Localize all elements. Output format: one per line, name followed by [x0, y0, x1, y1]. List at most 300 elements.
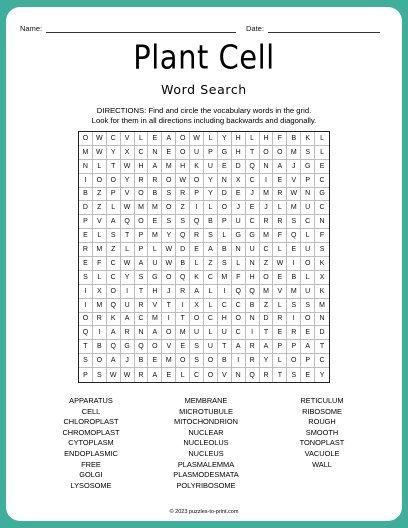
- grid-letter[interactable]: D: [176, 243, 190, 257]
- grid-letter[interactable]: R: [79, 243, 93, 257]
- grid-letter[interactable]: X: [190, 299, 204, 313]
- grid-letter[interactable]: A: [107, 326, 121, 340]
- grid-letter[interactable]: C: [260, 243, 274, 257]
- grid-letter[interactable]: S: [162, 215, 176, 229]
- grid-letter[interactable]: Q: [135, 340, 149, 354]
- grid-letter[interactable]: B: [204, 215, 218, 229]
- grid-letter[interactable]: W: [162, 243, 176, 257]
- grid-letter[interactable]: H: [246, 271, 260, 285]
- grid-letter[interactable]: A: [148, 326, 162, 340]
- grid-letter[interactable]: R: [176, 188, 190, 202]
- grid-letter[interactable]: I: [162, 313, 176, 327]
- grid-letter[interactable]: O: [79, 313, 93, 327]
- grid-letter[interactable]: O: [301, 313, 315, 327]
- grid-letter[interactable]: A: [107, 215, 121, 229]
- grid-letter[interactable]: I: [232, 354, 246, 368]
- grid-letter[interactable]: D: [315, 326, 329, 340]
- grid-letter[interactable]: C: [107, 132, 121, 146]
- grid-letter[interactable]: O: [162, 201, 176, 215]
- grid-letter[interactable]: M: [260, 188, 274, 202]
- grid-letter[interactable]: Y: [260, 354, 274, 368]
- grid-letter[interactable]: C: [204, 271, 218, 285]
- grid-letter[interactable]: I: [79, 285, 93, 299]
- grid-letter[interactable]: Z: [107, 243, 121, 257]
- grid-letter[interactable]: M: [218, 271, 232, 285]
- grid-letter[interactable]: O: [135, 188, 149, 202]
- grid-letter[interactable]: U: [148, 257, 162, 271]
- grid-letter[interactable]: C: [232, 326, 246, 340]
- grid-letter[interactable]: H: [232, 132, 246, 146]
- grid-letter[interactable]: M: [162, 354, 176, 368]
- grid-letter[interactable]: P: [287, 340, 301, 354]
- grid-letter[interactable]: R: [246, 340, 260, 354]
- grid-letter[interactable]: S: [190, 354, 204, 368]
- grid-letter[interactable]: O: [162, 174, 176, 188]
- grid-letter[interactable]: F: [273, 229, 287, 243]
- grid-letter[interactable]: S: [218, 257, 232, 271]
- grid-letter[interactable]: Z: [260, 257, 274, 271]
- grid-letter[interactable]: U: [204, 340, 218, 354]
- grid-letter[interactable]: R: [260, 215, 274, 229]
- grid-letter[interactable]: O: [162, 271, 176, 285]
- grid-letter[interactable]: Q: [190, 215, 204, 229]
- grid-letter[interactable]: R: [135, 368, 149, 382]
- grid-letter[interactable]: L: [204, 201, 218, 215]
- grid-letter[interactable]: O: [107, 285, 121, 299]
- grid-letter[interactable]: E: [162, 146, 176, 160]
- grid-letter[interactable]: M: [79, 146, 93, 160]
- grid-letter[interactable]: U: [204, 160, 218, 174]
- grid-letter[interactable]: Q: [287, 229, 301, 243]
- grid-letter[interactable]: M: [162, 160, 176, 174]
- grid-letter[interactable]: R: [176, 285, 190, 299]
- grid-letter[interactable]: J: [246, 188, 260, 202]
- grid-letter[interactable]: Q: [246, 368, 260, 382]
- grid-letter[interactable]: S: [162, 188, 176, 202]
- grid-letter[interactable]: B: [218, 243, 232, 257]
- grid-letter[interactable]: H: [260, 132, 274, 146]
- grid-letter[interactable]: N: [218, 174, 232, 188]
- grid-letter[interactable]: B: [176, 257, 190, 271]
- grid-letter[interactable]: M: [148, 313, 162, 327]
- grid-letter[interactable]: B: [148, 188, 162, 202]
- grid-letter[interactable]: J: [232, 201, 246, 215]
- grid-letter[interactable]: E: [287, 243, 301, 257]
- grid-letter[interactable]: L: [204, 132, 218, 146]
- grid-letter[interactable]: T: [218, 340, 232, 354]
- grid-letter[interactable]: Z: [93, 188, 107, 202]
- grid-letter[interactable]: F: [232, 271, 246, 285]
- grid-letter[interactable]: V: [121, 132, 135, 146]
- grid-letter[interactable]: O: [176, 354, 190, 368]
- grid-letter[interactable]: T: [79, 340, 93, 354]
- grid-letter[interactable]: E: [148, 215, 162, 229]
- grid-letter[interactable]: L: [246, 132, 260, 146]
- grid-letter[interactable]: N: [148, 146, 162, 160]
- grid-letter[interactable]: E: [246, 201, 260, 215]
- grid-letter[interactable]: V: [148, 299, 162, 313]
- grid-letter[interactable]: L: [273, 201, 287, 215]
- grid-letter[interactable]: O: [287, 354, 301, 368]
- grid-letter[interactable]: T: [315, 340, 329, 354]
- grid-letter[interactable]: Y: [107, 146, 121, 160]
- grid-letter[interactable]: L: [93, 160, 107, 174]
- grid-letter[interactable]: T: [246, 146, 260, 160]
- date-field[interactable]: [246, 24, 380, 33]
- grid-letter[interactable]: L: [148, 243, 162, 257]
- grid-letter[interactable]: W: [121, 368, 135, 382]
- grid-letter[interactable]: G: [246, 229, 260, 243]
- grid-letter[interactable]: L: [218, 229, 232, 243]
- grid-letter[interactable]: L: [93, 229, 107, 243]
- grid-letter[interactable]: W: [93, 132, 107, 146]
- grid-letter[interactable]: X: [315, 271, 329, 285]
- grid-letter[interactable]: K: [301, 132, 315, 146]
- grid-letter[interactable]: Z: [176, 201, 190, 215]
- grid-letter[interactable]: R: [260, 368, 274, 382]
- grid-letter[interactable]: L: [273, 299, 287, 313]
- grid-letter[interactable]: H: [135, 160, 149, 174]
- grid-letter[interactable]: Z: [204, 257, 218, 271]
- grid-letter[interactable]: S: [287, 299, 301, 313]
- grid-letter[interactable]: V: [273, 285, 287, 299]
- grid-letter[interactable]: E: [273, 271, 287, 285]
- grid-letter[interactable]: H: [148, 285, 162, 299]
- grid-letter[interactable]: T: [121, 229, 135, 243]
- grid-letter[interactable]: O: [204, 354, 218, 368]
- grid-letter[interactable]: M: [260, 285, 274, 299]
- grid-letter[interactable]: R: [148, 174, 162, 188]
- grid-letter[interactable]: U: [246, 243, 260, 257]
- grid-letter[interactable]: F: [273, 132, 287, 146]
- grid-letter[interactable]: E: [273, 174, 287, 188]
- grid-letter[interactable]: R: [273, 313, 287, 327]
- grid-letter[interactable]: C: [218, 299, 232, 313]
- grid-letter[interactable]: C: [204, 313, 218, 327]
- grid-letter[interactable]: U: [301, 201, 315, 215]
- grid-letter[interactable]: A: [135, 257, 149, 271]
- grid-letter[interactable]: M: [148, 201, 162, 215]
- grid-letter[interactable]: N: [315, 313, 329, 327]
- grid-letter[interactable]: E: [218, 160, 232, 174]
- grid-letter[interactable]: Q: [176, 271, 190, 285]
- grid-letter[interactable]: O: [148, 340, 162, 354]
- grid-letter[interactable]: M: [260, 229, 274, 243]
- grid-letter[interactable]: C: [107, 271, 121, 285]
- grid-letter[interactable]: Z: [260, 299, 274, 313]
- grid-letter[interactable]: Q: [246, 285, 260, 299]
- grid-letter[interactable]: A: [121, 313, 135, 327]
- grid-letter[interactable]: G: [148, 271, 162, 285]
- grid-letter[interactable]: A: [148, 368, 162, 382]
- grid-letter[interactable]: U: [190, 146, 204, 160]
- grid-letter[interactable]: O: [232, 313, 246, 327]
- grid-letter[interactable]: L: [301, 229, 315, 243]
- grid-letter[interactable]: Q: [79, 326, 93, 340]
- grid-letter[interactable]: G: [218, 146, 232, 160]
- grid-letter[interactable]: U: [190, 326, 204, 340]
- grid-letter[interactable]: N: [246, 313, 260, 327]
- grid-letter[interactable]: O: [176, 132, 190, 146]
- grid-letter[interactable]: Q: [107, 299, 121, 313]
- grid-letter[interactable]: W: [121, 160, 135, 174]
- grid-letter[interactable]: L: [315, 132, 329, 146]
- grid-letter[interactable]: P: [190, 188, 204, 202]
- grid-letter[interactable]: P: [218, 215, 232, 229]
- grid-letter[interactable]: Q: [246, 160, 260, 174]
- grid-letter[interactable]: R: [135, 299, 149, 313]
- grid-letter[interactable]: R: [287, 326, 301, 340]
- grid-letter[interactable]: M: [93, 243, 107, 257]
- grid-letter[interactable]: W: [93, 146, 107, 160]
- grid-letter[interactable]: U: [301, 243, 315, 257]
- grid-letter[interactable]: T: [260, 326, 274, 340]
- grid-letter[interactable]: R: [93, 313, 107, 327]
- grid-letter[interactable]: P: [301, 174, 315, 188]
- grid-letter[interactable]: U: [218, 326, 232, 340]
- grid-letter[interactable]: I: [190, 201, 204, 215]
- grid-letter[interactable]: R: [121, 326, 135, 340]
- grid-letter[interactable]: Y: [121, 271, 135, 285]
- grid-letter[interactable]: R: [190, 229, 204, 243]
- grid-letter[interactable]: O: [135, 215, 149, 229]
- grid-letter[interactable]: F: [93, 257, 107, 271]
- grid-letter[interactable]: K: [190, 160, 204, 174]
- grid-letter[interactable]: O: [273, 146, 287, 160]
- grid-letter[interactable]: A: [204, 243, 218, 257]
- grid-letter[interactable]: B: [93, 340, 107, 354]
- grid-letter[interactable]: C: [301, 215, 315, 229]
- grid-letter[interactable]: A: [190, 285, 204, 299]
- grid-letter[interactable]: R: [246, 354, 260, 368]
- grid-letter[interactable]: Q: [232, 285, 246, 299]
- grid-letter[interactable]: A: [301, 340, 315, 354]
- grid-letter[interactable]: O: [93, 354, 107, 368]
- grid-letter[interactable]: I: [176, 299, 190, 313]
- grid-letter[interactable]: V: [93, 215, 107, 229]
- grid-letter[interactable]: N: [232, 368, 246, 382]
- grid-letter[interactable]: K: [315, 257, 329, 271]
- grid-letter[interactable]: B: [246, 299, 260, 313]
- grid-letter[interactable]: I: [260, 174, 274, 188]
- grid-letter[interactable]: L: [135, 132, 149, 146]
- grid-letter[interactable]: D: [232, 160, 246, 174]
- grid-letter[interactable]: E: [148, 132, 162, 146]
- grid-letter[interactable]: I: [246, 326, 260, 340]
- grid-letter[interactable]: I: [218, 285, 232, 299]
- grid-letter[interactable]: S: [107, 229, 121, 243]
- grid-letter[interactable]: S: [287, 368, 301, 382]
- grid-letter[interactable]: P: [79, 215, 93, 229]
- grid-letter[interactable]: E: [79, 257, 93, 271]
- grid-letter[interactable]: L: [273, 243, 287, 257]
- grid-letter[interactable]: Q: [176, 229, 190, 243]
- grid-letter[interactable]: Q: [107, 340, 121, 354]
- grid-letter[interactable]: I: [287, 313, 301, 327]
- grid-letter[interactable]: B: [287, 132, 301, 146]
- grid-letter[interactable]: W: [190, 132, 204, 146]
- grid-letter[interactable]: T: [107, 160, 121, 174]
- grid-letter[interactable]: E: [79, 229, 93, 243]
- name-field[interactable]: [20, 24, 236, 33]
- grid-letter[interactable]: P: [79, 368, 93, 382]
- grid-letter[interactable]: B: [218, 354, 232, 368]
- grid-letter[interactable]: Y: [121, 174, 135, 188]
- grid-letter[interactable]: S: [301, 299, 315, 313]
- grid-letter[interactable]: O: [93, 174, 107, 188]
- grid-letter[interactable]: M: [315, 299, 329, 313]
- grid-letter[interactable]: A: [148, 160, 162, 174]
- grid-letter[interactable]: O: [260, 271, 274, 285]
- grid-letter[interactable]: U: [121, 299, 135, 313]
- grid-letter[interactable]: F: [315, 229, 329, 243]
- grid-letter[interactable]: A: [260, 340, 274, 354]
- grid-letter[interactable]: V: [162, 340, 176, 354]
- grid-letter[interactable]: P: [204, 146, 218, 160]
- grid-letter[interactable]: V: [121, 188, 135, 202]
- grid-letter[interactable]: R: [135, 174, 149, 188]
- grid-letter[interactable]: E: [162, 368, 176, 382]
- grid-letter[interactable]: C: [107, 257, 121, 271]
- grid-letter[interactable]: K: [190, 271, 204, 285]
- grid-letter[interactable]: K: [107, 313, 121, 327]
- grid-letter[interactable]: E: [301, 368, 315, 382]
- grid-letter[interactable]: W: [287, 188, 301, 202]
- grid-letter[interactable]: O: [162, 326, 176, 340]
- grid-letter[interactable]: N: [260, 160, 274, 174]
- grid-letter[interactable]: X: [232, 174, 246, 188]
- grid-letter[interactable]: J: [260, 201, 274, 215]
- grid-letter[interactable]: S: [79, 271, 93, 285]
- grid-letter[interactable]: P: [135, 243, 149, 257]
- grid-letter[interactable]: D: [79, 201, 93, 215]
- grid-letter[interactable]: O: [107, 174, 121, 188]
- grid-letter[interactable]: W: [107, 368, 121, 382]
- grid-letter[interactable]: S: [93, 368, 107, 382]
- grid-letter[interactable]: C: [190, 368, 204, 382]
- grid-letter[interactable]: O: [218, 201, 232, 215]
- grid-letter[interactable]: V: [287, 174, 301, 188]
- grid-letter[interactable]: W: [162, 257, 176, 271]
- grid-letter[interactable]: C: [246, 215, 260, 229]
- grid-letter[interactable]: C: [135, 313, 149, 327]
- grid-letter[interactable]: G: [232, 229, 246, 243]
- grid-letter[interactable]: I: [79, 174, 93, 188]
- grid-letter[interactable]: L: [93, 271, 107, 285]
- grid-letter[interactable]: E: [273, 326, 287, 340]
- grid-letter[interactable]: M: [93, 299, 107, 313]
- grid-letter[interactable]: O: [260, 146, 274, 160]
- grid-letter[interactable]: I: [121, 285, 135, 299]
- grid-letter[interactable]: C: [315, 174, 329, 188]
- grid-letter[interactable]: P: [301, 354, 315, 368]
- grid-letter[interactable]: L: [273, 354, 287, 368]
- grid-letter[interactable]: J: [162, 285, 176, 299]
- grid-letter[interactable]: O: [190, 174, 204, 188]
- grid-letter[interactable]: D: [260, 313, 274, 327]
- grid-letter[interactable]: X: [93, 285, 107, 299]
- grid-letter[interactable]: I: [287, 257, 301, 271]
- grid-letter[interactable]: W: [176, 174, 190, 188]
- grid-letter[interactable]: T: [135, 285, 149, 299]
- grid-letter[interactable]: L: [204, 326, 218, 340]
- grid-letter[interactable]: W: [273, 257, 287, 271]
- grid-letter[interactable]: T: [162, 299, 176, 313]
- grid-letter[interactable]: E: [315, 160, 329, 174]
- grid-letter[interactable]: O: [190, 313, 204, 327]
- grid-letter[interactable]: H: [232, 146, 246, 160]
- grid-letter[interactable]: P: [135, 229, 149, 243]
- grid-letter[interactable]: E: [176, 340, 190, 354]
- grid-letter[interactable]: N: [301, 188, 315, 202]
- grid-letter[interactable]: S: [287, 215, 301, 229]
- grid-letter[interactable]: Z: [93, 201, 107, 215]
- grid-letter[interactable]: J: [121, 354, 135, 368]
- grid-letter[interactable]: L: [176, 368, 190, 382]
- grid-letter[interactable]: L: [232, 257, 246, 271]
- grid-letter[interactable]: O: [176, 146, 190, 160]
- grid-letter[interactable]: L: [121, 243, 135, 257]
- grid-letter[interactable]: A: [107, 354, 121, 368]
- grid-letter[interactable]: D: [218, 188, 232, 202]
- grid-letter[interactable]: M: [135, 201, 149, 215]
- grid-letter[interactable]: X: [121, 146, 135, 160]
- grid-letter[interactable]: H: [218, 313, 232, 327]
- grid-letter[interactable]: I: [93, 326, 107, 340]
- grid-letter[interactable]: S: [79, 354, 93, 368]
- grid-letter[interactable]: C: [315, 354, 329, 368]
- grid-letter[interactable]: G: [301, 160, 315, 174]
- grid-letter[interactable]: C: [135, 146, 149, 160]
- grid-letter[interactable]: Y: [319, 371, 325, 379]
- grid-letter[interactable]: O: [204, 368, 218, 382]
- grid-letter[interactable]: N: [135, 326, 149, 340]
- grid-letter[interactable]: S: [301, 146, 315, 160]
- grid-letter[interactable]: Q: [121, 215, 135, 229]
- grid-letter[interactable]: N: [232, 243, 246, 257]
- grid-letter[interactable]: E: [301, 326, 315, 340]
- grid-letter[interactable]: U: [232, 215, 246, 229]
- grid-letter[interactable]: R: [273, 188, 287, 202]
- grid-letter[interactable]: P: [107, 188, 121, 202]
- grid-letter[interactable]: B: [287, 271, 301, 285]
- grid-letter[interactable]: M: [176, 326, 190, 340]
- grid-letter[interactable]: T: [176, 313, 190, 327]
- grid-letter[interactable]: L: [315, 146, 329, 160]
- grid-letter[interactable]: C: [246, 174, 260, 188]
- grid-letter[interactable]: C: [315, 201, 329, 215]
- grid-letter[interactable]: Y: [204, 188, 218, 202]
- grid-letter[interactable]: B: [135, 354, 149, 368]
- grid-letter[interactable]: N: [79, 160, 93, 174]
- grid-letter[interactable]: R: [273, 215, 287, 229]
- grid-letter[interactable]: M: [287, 285, 301, 299]
- grid-letter[interactable]: V: [218, 368, 232, 382]
- grid-letter[interactable]: Y: [218, 132, 232, 146]
- grid-letter[interactable]: U: [301, 285, 315, 299]
- grid-letter[interactable]: E: [232, 188, 246, 202]
- grid-letter[interactable]: T: [273, 368, 287, 382]
- grid-letter[interactable]: M: [287, 146, 301, 160]
- grid-letter[interactable]: A: [273, 160, 287, 174]
- grid-letter[interactable]: E: [148, 354, 162, 368]
- grid-letter[interactable]: A: [162, 132, 176, 146]
- grid-letter[interactable]: C: [232, 299, 246, 313]
- grid-letter[interactable]: E: [190, 243, 204, 257]
- grid-letter[interactable]: W: [121, 201, 135, 215]
- grid-letter[interactable]: M: [148, 229, 162, 243]
- grid-letter[interactable]: L: [190, 257, 204, 271]
